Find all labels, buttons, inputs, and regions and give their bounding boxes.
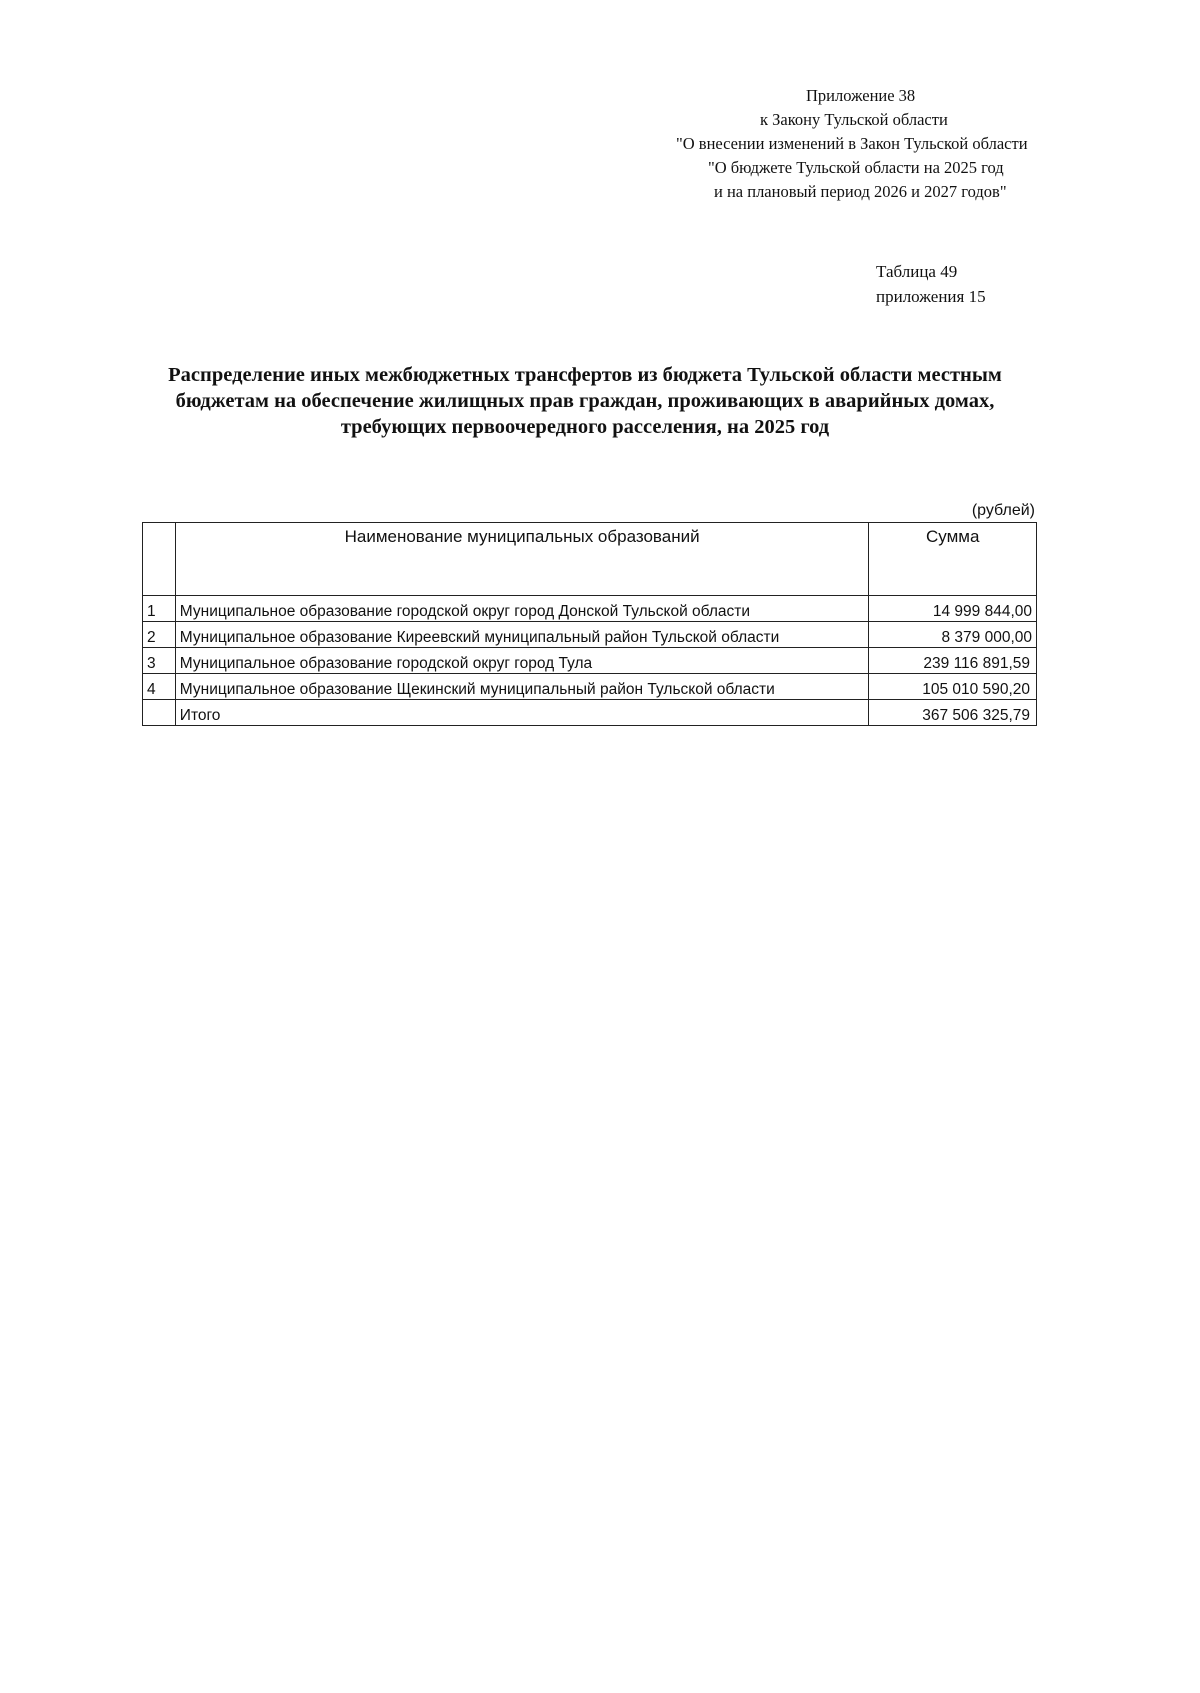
distribution-table <box>142 522 1037 726</box>
table-reference <box>876 259 986 309</box>
appendix-header-line: к Закону Тульской области <box>760 110 948 129</box>
row-municipality-name: Муниципальное образование городской округ город Донской Тульской области <box>175 596 869 622</box>
total-sum: 367 506 325,79 <box>869 700 1037 726</box>
table-row <box>143 648 1037 674</box>
header-number <box>143 523 176 596</box>
header-sum: Сумма <box>869 523 1037 596</box>
row-number: 2 <box>143 622 176 648</box>
row-municipality-name: Муниципальное образование Щекинский муниципальный район Тульской области <box>175 674 869 700</box>
units-label: (рублей) <box>971 502 1035 519</box>
appendix-header-line: Приложение 38 <box>806 86 916 105</box>
document-title-line: бюджетам на обеспечение жилищных прав граждан, проживающих в аварийных домах, <box>175 390 995 412</box>
row-sum: 239 116 891,59 <box>869 648 1037 674</box>
row-municipality-name: Муниципальное образование городской округ город Тула <box>175 648 869 674</box>
appendix-header-line: "О бюджете Тульской области на 2025 год <box>708 158 1004 177</box>
row-number: 4 <box>143 674 176 700</box>
table-row <box>143 622 1037 648</box>
table-header-row <box>143 523 1037 596</box>
header-municipality-name: Наименование муниципальных образований <box>175 523 869 596</box>
row-sum: 105 010 590,20 <box>869 674 1037 700</box>
table-total-row <box>143 700 1037 726</box>
row-sum: 14 999 844,00 <box>869 596 1037 622</box>
row-number: 3 <box>143 648 176 674</box>
document-title-line: Распределение иных межбюджетных трансфертов из бюджета Тульской области местным <box>168 364 1002 386</box>
document-title-line: требующих первоочередного расселения, на 2025 год <box>340 416 830 438</box>
row-municipality-name: Муниципальное образование Киреевский муниципальный район Тульской области <box>175 622 869 648</box>
appendix-header-line: "О внесении изменений в Закон Тульской области <box>676 134 1028 153</box>
document-title <box>130 362 1040 440</box>
table-row <box>143 596 1037 622</box>
row-sum: 8 379 000,00 <box>869 622 1037 648</box>
table-reference-line: приложения 15 <box>876 287 986 306</box>
row-number: 1 <box>143 596 176 622</box>
appendix-header-line: и на плановый период 2026 и 2027 годов" <box>714 182 1007 201</box>
table-row <box>143 674 1037 700</box>
total-number <box>143 700 176 726</box>
table-reference-line: Таблица 49 <box>876 262 958 281</box>
total-label: Итого <box>175 700 869 726</box>
appendix-header <box>560 84 1080 204</box>
